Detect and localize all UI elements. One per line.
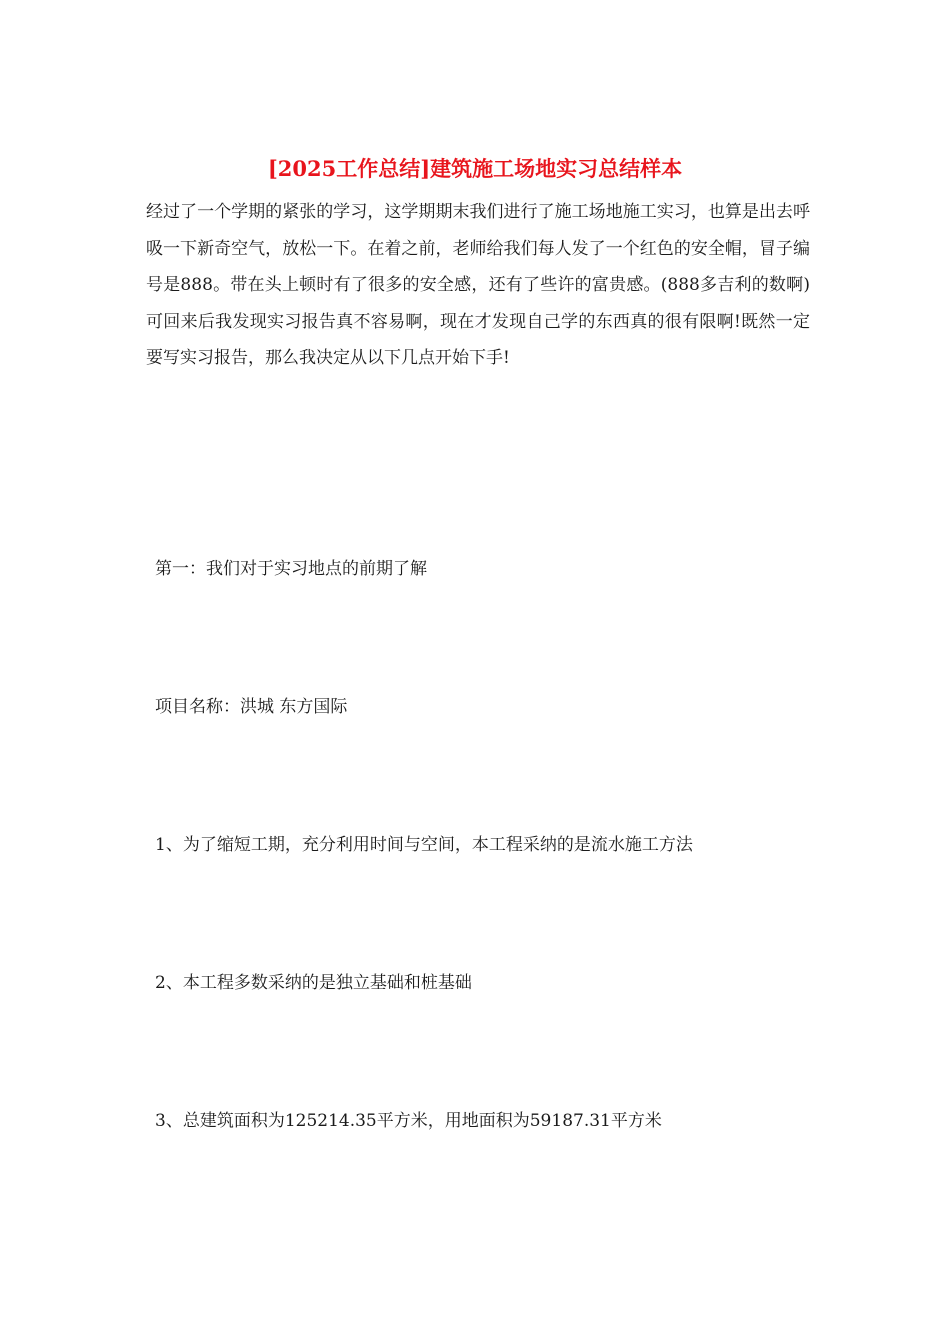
intro-paragraph: 经过了一个学期的紧张的学习，这学期期末我们进行了施工场地施工实习，也算是出去呼吸一下新奇空气，放松一下。在着之前，老师给我们每人发了一个红色的安全帽，冒子编号是888。带在头上顿时有了很多的安全感，还有了些许的富贵感。(888多吉利的数啊)可回来后我发现实习报告真不容易啊，现在才发现自己学的东西真的很有限啊!既然一定要写实习报告，那么我决定从以下几点开始下手! [146,202,810,368]
list-item: 1、为了缩短工期，充分利用时间与空间，本工程采纳的是流水施工方法 [155,835,693,855]
project-name: 项目名称：洪城 东方国际 [155,697,348,717]
section-heading: 第一：我们对于实习地点的前期了解 [155,559,427,579]
document-title: [2025工作总结]建筑施工场地实习总结样本 [267,156,683,181]
list-item: 2、本工程多数采纳的是独立基础和桩基础 [155,973,472,993]
list-item: 3、总建筑面积为125214.35平方米，用地面积为59187.31平方米 [155,1111,662,1131]
